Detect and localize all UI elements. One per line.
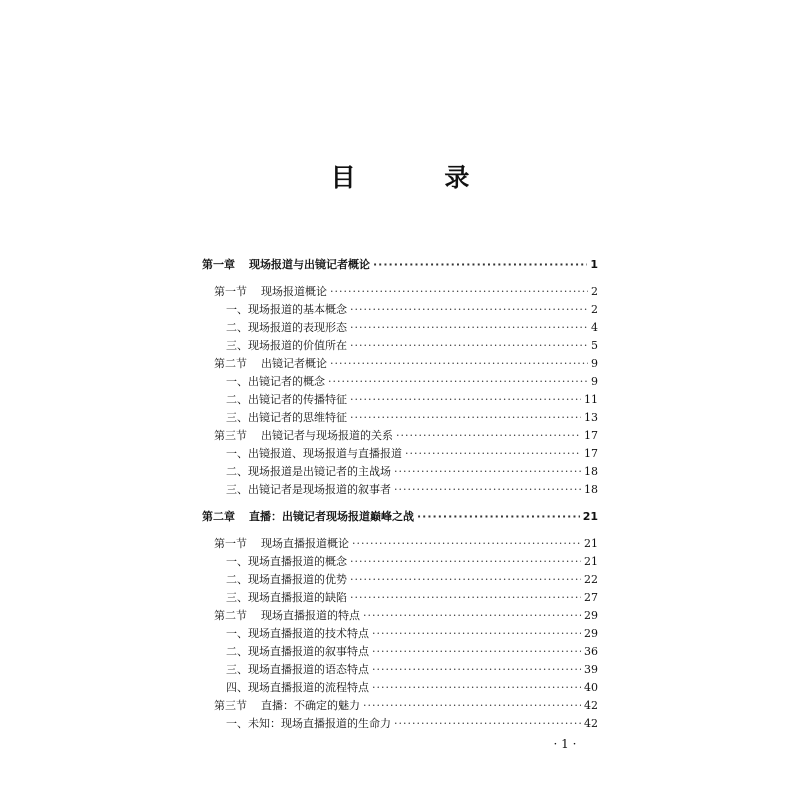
- dot-leader: [328, 375, 588, 389]
- dot-leader: [372, 627, 581, 641]
- page-number: 9: [591, 375, 598, 388]
- dot-leader: [372, 681, 581, 695]
- toc-item[interactable]: [226, 375, 598, 389]
- toc-section[interactable]: [214, 285, 598, 299]
- item-title: 一、出镜记者的概念: [226, 375, 325, 388]
- page-number: 21: [584, 537, 598, 550]
- section-number: 第三节: [214, 429, 247, 442]
- dot-leader: [350, 303, 588, 317]
- toc-item[interactable]: [226, 591, 598, 605]
- toc-section[interactable]: [214, 609, 598, 623]
- toc-chapter[interactable]: [202, 258, 598, 272]
- dot-leader: [350, 321, 588, 335]
- toc-item[interactable]: [226, 411, 598, 425]
- dot-leader: [330, 357, 588, 371]
- item-title: 二、现场直播报道的叙事特点: [226, 645, 369, 658]
- chapter-title: 现场报道与出镜记者概论: [249, 258, 370, 271]
- chapter-number: 第一章: [202, 258, 235, 271]
- page-number: 36: [584, 645, 598, 658]
- toc-item[interactable]: [226, 465, 598, 479]
- item-title: 一、现场报道的基本概念: [226, 303, 347, 316]
- item-title: 三、现场报道的价值所在: [226, 339, 347, 352]
- dot-leader: [373, 258, 587, 272]
- page-number: 42: [584, 699, 598, 712]
- chapter-number: 第二章: [202, 510, 235, 523]
- page-number: 22: [584, 573, 598, 586]
- page-number: 2: [591, 285, 598, 298]
- section-title: 直播：不确定的魅力: [261, 699, 360, 712]
- dot-leader: [363, 609, 581, 623]
- page-folio: · 1 ·: [553, 737, 577, 751]
- toc-section[interactable]: [214, 357, 598, 371]
- toc-item[interactable]: [226, 717, 598, 731]
- toc-section[interactable]: [214, 429, 598, 443]
- section-title: 出镜记者与现场报道的关系: [261, 429, 393, 442]
- dot-leader: [396, 429, 581, 443]
- dot-leader: [372, 645, 581, 659]
- toc-section[interactable]: [214, 699, 598, 713]
- dot-leader: [350, 555, 581, 569]
- page-number: 17: [584, 429, 598, 442]
- page-number: 39: [584, 663, 598, 676]
- dot-leader: [350, 411, 581, 425]
- page-number: 1: [590, 258, 598, 271]
- item-title: 四、现场直播报道的流程特点: [226, 681, 369, 694]
- toc-item[interactable]: [226, 681, 598, 695]
- page-number: 9: [591, 357, 598, 370]
- item-title: 一、出镜报道、现场报道与直播报道: [226, 447, 402, 460]
- page-number: 18: [584, 465, 598, 478]
- toc-item[interactable]: [226, 627, 598, 641]
- dot-leader: [350, 339, 588, 353]
- dot-leader: [350, 591, 581, 605]
- dot-leader: [352, 537, 581, 551]
- page-number: 42: [584, 717, 598, 730]
- section-title: 出镜记者概论: [261, 357, 327, 370]
- toc-item[interactable]: [226, 483, 598, 497]
- item-title: 一、现场直播报道的概念: [226, 555, 347, 568]
- toc-item[interactable]: [226, 555, 598, 569]
- page-number: 40: [584, 681, 598, 694]
- page-number: 29: [584, 627, 598, 640]
- toc-item[interactable]: [226, 321, 598, 335]
- page-number: 29: [584, 609, 598, 622]
- toc-chapter[interactable]: [202, 510, 598, 524]
- section-title: 现场直播报道概论: [261, 537, 349, 550]
- dot-leader: [405, 447, 581, 461]
- toc-item[interactable]: [226, 645, 598, 659]
- toc-section[interactable]: [214, 537, 598, 551]
- dot-leader: [394, 465, 581, 479]
- item-title: 一、现场直播报道的技术特点: [226, 627, 369, 640]
- toc-item[interactable]: [226, 573, 598, 587]
- section-number: 第一节: [214, 537, 247, 550]
- item-title: 二、现场直播报道的优势: [226, 573, 347, 586]
- section-number: 第二节: [214, 357, 247, 370]
- item-title: 二、现场报道是出镜记者的主战场: [226, 465, 391, 478]
- page-number: 21: [584, 555, 598, 568]
- item-title: 一、未知：现场直播报道的生命力: [226, 717, 391, 730]
- toc-item[interactable]: [226, 663, 598, 677]
- page-number: 11: [584, 393, 598, 406]
- item-title: 三、现场直播报道的语态特点: [226, 663, 369, 676]
- item-title: 二、现场报道的表现形态: [226, 321, 347, 334]
- dot-leader: [350, 393, 581, 407]
- dot-leader: [372, 663, 581, 677]
- dot-leader: [350, 573, 581, 587]
- section-number: 第二节: [214, 609, 247, 622]
- toc-item[interactable]: [226, 393, 598, 407]
- chapter-title: 直播：出镜记者现场报道巅峰之战: [249, 510, 414, 523]
- page-number: 17: [584, 447, 598, 460]
- page-number: 18: [584, 483, 598, 496]
- dot-leader: [363, 699, 581, 713]
- dot-leader: [394, 483, 581, 497]
- section-title: 现场直播报道的特点: [261, 609, 360, 622]
- dot-leader: [394, 717, 581, 731]
- page-number: 13: [584, 411, 598, 424]
- page-number: 5: [591, 339, 598, 352]
- item-title: 三、出镜记者的思维特征: [226, 411, 347, 424]
- item-title: 三、出镜记者是现场报道的叙事者: [226, 483, 391, 496]
- section-number: 第三节: [214, 699, 247, 712]
- section-title: 现场报道概论: [261, 285, 327, 298]
- dot-leader: [417, 510, 580, 524]
- page-number: 4: [591, 321, 598, 334]
- section-number: 第一节: [214, 285, 247, 298]
- page-number: 27: [584, 591, 598, 604]
- toc-item[interactable]: [226, 447, 598, 461]
- item-title: 三、现场直播报道的缺陷: [226, 591, 347, 604]
- item-title: 二、出镜记者的传播特征: [226, 393, 347, 406]
- dot-leader: [330, 285, 588, 299]
- page-number: 2: [591, 303, 598, 316]
- toc-item[interactable]: [226, 339, 598, 353]
- page-title: 目 录: [330, 163, 510, 192]
- page-number: 21: [582, 510, 598, 523]
- toc-item[interactable]: [226, 303, 598, 317]
